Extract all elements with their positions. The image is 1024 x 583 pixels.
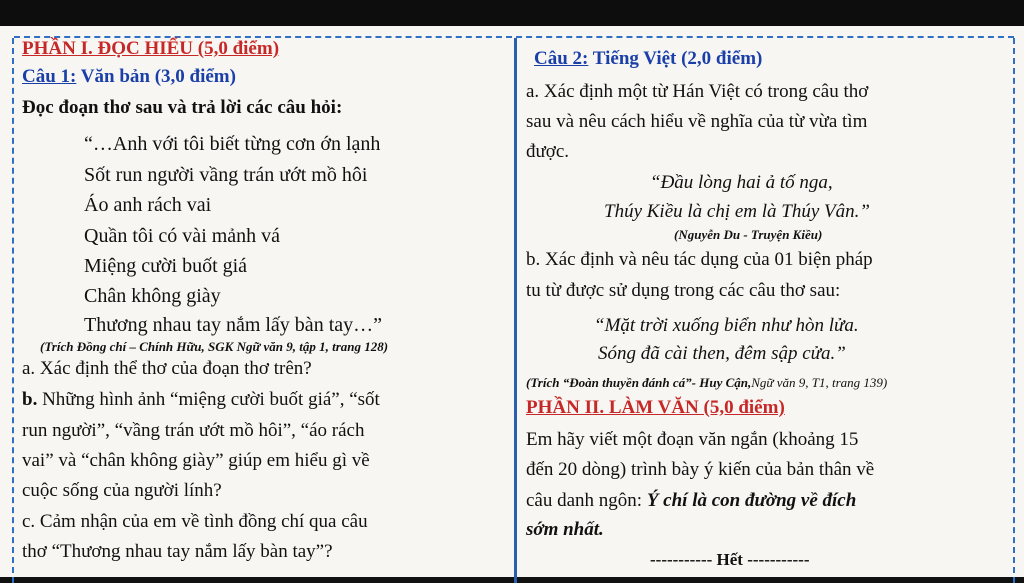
dashed-border-left [12,38,14,583]
question-c-line1: c. Cảm nhận của em về tình đồng chí qua câu [22,511,368,532]
question-b-line3: vai” và “chân không giày” giúp em hiểu gì về [22,450,370,471]
column-divider [514,38,517,583]
cau1-heading [22,65,236,89]
poem-line: Thương nhau tay nắm lấy bàn tay…” [84,314,382,336]
question-b-line2: run người”, “vầng trán ướt mồ hôi”, “áo rách [22,420,365,441]
question-b-line1: b. Những hình ảnh “miệng cười buốt giá”, “sốt [22,389,380,410]
window-top-bar [0,0,1024,26]
end-marker: ----------- Hết ----------- [650,550,810,569]
poem-line: Áo anh rách vai [84,194,212,216]
poem-line: “…Anh với tôi biết từng cơn ớn lạnh [84,133,381,155]
poem-line: Sốt run người vầng trán ướt mồ hôi [84,164,368,186]
part2-line1: Em hãy viết một đoạn văn ngắn (khoảng 15 [526,429,859,450]
dashed-border-right [1013,38,1015,583]
cau2-question-a-line2: sau và nêu cách hiểu về nghĩa của từ vừa tìm [526,111,868,132]
question-b-label: b. [22,389,38,410]
poem-line: Miệng cười buốt giá [84,255,248,277]
part2-line4: sớm nhất. [526,519,604,540]
part2-line3: câu danh ngôn: Ý chí là con đường về đích [526,490,857,511]
cau2-question-a-line1: a. Xác định một từ Hán Việt có trong câu thơ [526,81,869,102]
cau2-rest: Tiếng Việt (2,0 điểm) [588,48,763,69]
cau2-label: Câu 2: [534,48,589,69]
instruction: Đọc đoạn thơ sau và trả lời các câu hỏi: [22,97,343,118]
part1-title: PHẦN I. ĐỌC HIỂU (5,0 điểm) [22,38,280,59]
quote1-source: (Nguyễn Du - Truyện Kiều) [674,227,823,242]
cau2-heading [534,47,762,71]
cau2-question-b-line2: tu từ được sử dụng trong các câu thơ sau: [526,280,841,301]
part2-line2: đến 20 dòng) trình bày ý kiến của bản thân về [526,459,875,480]
quote2-line2: Sóng đã cài then, đêm sập cửa.” [598,343,846,364]
question-b-line4: cuộc sống của người lính? [22,480,222,501]
quote1-line2: Thúy Kiều là chị em là Thúy Vân.” [604,201,870,222]
exam-page [0,26,1024,577]
poem-source: (Trích Đồng chí – Chính Hữu, SGK Ngữ văn 9, tập 1, trang 128) [40,339,389,354]
cau1-label: Câu 1: [22,66,77,87]
question-a: a. Xác định thể thơ của đoạn thơ trên? [22,358,312,379]
quote-proverb: Ý chí là con đường về đích [646,490,857,511]
part2-title: PHẦN II. LÀM VĂN (5,0 điểm) [526,397,785,418]
quote1-line1: “Đầu lòng hai ả tố nga, [650,172,833,193]
quote2-source: (Trích “Đoàn thuyền đánh cá”- Huy Cận,Ngữ văn 9, T1, trang 139) [526,375,888,390]
poem-line: Chân không giày [84,285,221,307]
question-c-line2: thơ “Thương nhau tay nắm lấy bàn tay”? [22,541,333,562]
quote2-line1: “Mặt trời xuống biển như hòn lửa. [594,315,859,336]
cau2-question-a-line3: được. [526,141,570,162]
cau1-rest: Văn bản (3,0 điểm) [76,66,236,87]
cau2-question-b-line1: b. Xác định và nêu tác dụng của 01 biện pháp [526,249,873,270]
poem-line: Quần tôi có vài mảnh vá [84,225,281,247]
